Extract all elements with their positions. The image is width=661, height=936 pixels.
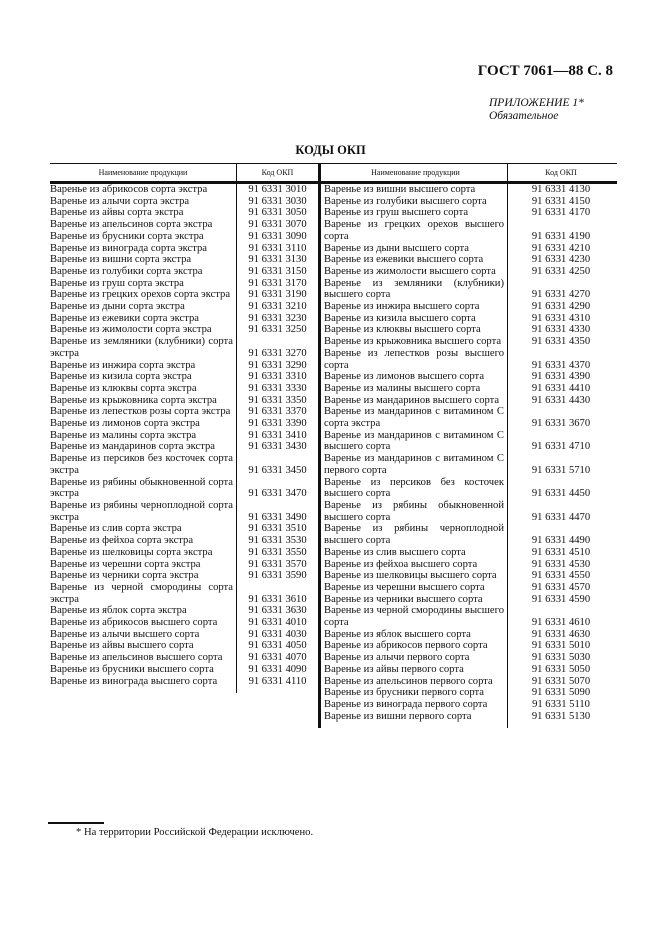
section-title: КОДЫ ОКП: [295, 143, 366, 157]
table-row: [50, 360, 318, 372]
okp-code: 91 6331 4390: [531, 371, 591, 383]
okp-code: 91 6331 3070: [248, 219, 307, 231]
table-row: [321, 523, 617, 546]
table-row: [321, 664, 617, 676]
product-name: Варенье из апельсинов высшего сорта: [50, 652, 237, 664]
okp-code: 91 6331 4070: [248, 652, 307, 664]
table-row: [50, 617, 318, 629]
product-name: Варенье из лепестков розы высшего сорта: [321, 348, 508, 371]
table-row: [321, 207, 617, 219]
product-name: Варенье из дыни сорта экстра: [50, 301, 237, 313]
table-row: [50, 196, 318, 208]
okp-code: 91 6331 5130: [531, 710, 591, 722]
okp-table-left: [50, 163, 318, 693]
okp-code: 91 6331 3270: [248, 347, 307, 359]
product-name: Варенье из голубики высшего сорта: [321, 196, 508, 208]
table-row: [50, 219, 318, 231]
product-name: Варенье из малины высшего сорта: [321, 383, 508, 395]
okp-code: 91 6331 5710: [531, 464, 591, 476]
okp-code: 91 6331 3130: [248, 254, 307, 266]
table-row: [321, 324, 617, 336]
appendix-label: [489, 97, 584, 123]
okp-code: 91 6331 4010: [248, 617, 307, 629]
okp-code: 91 6331 5070: [531, 675, 591, 687]
product-name: Варенье из клюквы высшего сорта: [321, 324, 508, 336]
product-name: Варенье из черной смородины высшего сорта: [321, 605, 508, 628]
table-row: [50, 324, 318, 336]
table-row: [50, 523, 318, 535]
product-name: Варенье из кизила сорта экстра: [50, 371, 237, 383]
product-name: Варенье из ежевики сорта экстра: [50, 313, 237, 325]
product-name: Варенье из клюквы сорта экстра: [50, 383, 237, 395]
table-row: [50, 559, 318, 571]
okp-code: 91 6331 3410: [248, 429, 307, 441]
okp-code: 91 6331 4370: [531, 359, 591, 371]
table-row: [50, 477, 318, 500]
product-name: Варенье из голубики сорта экстра: [50, 266, 237, 278]
table-row: [321, 547, 617, 559]
table-row: [321, 219, 617, 242]
okp-code: 91 6331 3550: [248, 546, 307, 558]
product-name: Варенье из рябины черноплодной сорта экстра: [50, 500, 237, 523]
okp-code: 91 6331 3350: [248, 394, 307, 406]
table-row: [50, 289, 318, 301]
okp-code: 91 6331 4610: [531, 617, 591, 629]
table-row: [321, 652, 617, 664]
product-name: Варенье из жимолости сорта экстра: [50, 324, 237, 336]
okp-code: 91 6331 3570: [248, 558, 307, 570]
product-name: Варенье из айвы высшего сорта: [50, 640, 237, 652]
okp-code: 91 6331 3090: [248, 230, 307, 242]
table-row: [321, 383, 617, 395]
table-row: [50, 243, 318, 255]
product-name: Варенье из лепестков розы сорта экстра: [50, 406, 237, 418]
product-name: Варенье из инжира высшего сорта: [321, 301, 508, 313]
product-name: Варенье из апельсинов первого сорта: [321, 676, 508, 688]
table-row: [50, 406, 318, 418]
table-row: [321, 301, 617, 313]
product-name: Варенье из крыжовника высшего сорта: [321, 336, 508, 348]
table-row: [321, 500, 617, 523]
okp-code: 91 6331 4050: [248, 640, 307, 652]
product-name: Варенье из апельсинов сорта экстра: [50, 219, 237, 231]
product-name: Варенье из вишни первого сорта: [321, 711, 508, 723]
okp-code: 91 6331 4030: [248, 628, 307, 640]
table-row: [321, 395, 617, 407]
okp-table-right: [318, 163, 617, 728]
okp-code: 91 6331 4270: [531, 289, 591, 301]
table-row: [50, 629, 318, 641]
table-row: [50, 207, 318, 219]
product-name: Варенье из яблок высшего сорта: [321, 629, 508, 641]
okp-code: 91 6331 3030: [248, 195, 307, 207]
product-name: Варенье из брусники сорта экстра: [50, 231, 237, 243]
product-name: Варенье из черники сорта экстра: [50, 570, 237, 582]
okp-code: 91 6331 4330: [531, 324, 591, 336]
product-name: Варенье из рябины черноплодной высшего сорта: [321, 523, 508, 546]
table-row: [50, 184, 318, 196]
okp-code: 91 6331 3370: [248, 406, 307, 418]
product-name: Варенье из шелковицы высшего сорта: [321, 570, 508, 582]
okp-code: 91 6331 4290: [531, 301, 591, 313]
okp-code: 91 6331 4450: [531, 488, 591, 500]
table-row: [50, 676, 318, 688]
okp-code: 91 6331 4250: [531, 265, 591, 277]
okp-code: 91 6331 5030: [531, 652, 591, 664]
product-name: Варенье из мандаринов с витамином С сорта экстра: [321, 406, 508, 429]
appendix-status: Обязательное: [489, 110, 559, 122]
product-name: Варенье из инжира сорта экстра: [50, 360, 237, 372]
product-name: Варенье из слив высшего сорта: [321, 547, 508, 559]
product-name: Варенье из черешни сорта экстра: [50, 559, 237, 571]
okp-code: 91 6331 4430: [531, 394, 591, 406]
product-name: Варенье из абрикосов высшего сорта: [50, 617, 237, 629]
table-row: [321, 336, 617, 348]
table-body: [50, 184, 318, 693]
okp-code: 91 6331 5110: [532, 698, 590, 710]
table-header: [50, 164, 318, 184]
product-name: Варенье из фейхоа сорта экстра: [50, 535, 237, 547]
table-row: [50, 500, 318, 523]
table-row: [321, 570, 617, 582]
product-name: Варенье из мандаринов высшего сорта: [321, 395, 508, 407]
okp-code: 91 6331 5010: [531, 640, 591, 652]
table-row: [50, 418, 318, 430]
okp-code: 91 6331 4350: [531, 336, 591, 348]
okp-code: 91 6331 3190: [248, 289, 307, 301]
table-row: [50, 278, 318, 290]
product-name: Варенье из шелковицы сорта экстра: [50, 547, 237, 559]
okp-code: 91 6331 4710: [531, 441, 591, 453]
table-row: [50, 547, 318, 559]
table-row: [321, 254, 617, 266]
product-name: Варенье из малины сорта экстра: [50, 430, 237, 442]
product-name: Варенье из вишни сорта экстра: [50, 254, 237, 266]
table-row: [321, 371, 617, 383]
product-name: Варенье из мандаринов сорта экстра: [50, 441, 237, 453]
product-name: Варенье из мандаринов с витамином С высшего сорта: [321, 430, 508, 453]
table-row: [321, 605, 617, 628]
table-row: [50, 535, 318, 547]
okp-code: 91 6331 4110: [248, 675, 307, 687]
table-row: [50, 395, 318, 407]
okp-code: 91 6331 4510: [531, 546, 591, 558]
table-body: [321, 184, 617, 728]
product-name: Варенье из жимолости высшего сорта: [321, 266, 508, 278]
okp-code: 91 6331 3510: [248, 523, 307, 535]
okp-code: 91 6331 5090: [531, 687, 591, 699]
table-row: [50, 441, 318, 453]
product-name: Варенье из айвы сорта экстра: [50, 207, 237, 219]
product-name: Варенье из винограда сорта экстра: [50, 243, 237, 255]
table-row: [50, 640, 318, 652]
okp-code: 91 6331 3530: [248, 535, 307, 547]
okp-code: 91 6331 4170: [531, 207, 591, 219]
okp-code: 91 6331 3310: [248, 371, 307, 383]
product-name: Варенье из абрикосов сорта экстра: [50, 184, 237, 196]
column-header-code: Код ОКП: [545, 168, 577, 177]
product-name: Варенье из алычи первого сорта: [321, 652, 508, 664]
product-name: Варенье из фейхоа высшего сорта: [321, 559, 508, 571]
table-row: [321, 184, 617, 196]
product-name: Варенье из дыни высшего сорта: [321, 243, 508, 255]
okp-code: 91 6331 4090: [248, 663, 307, 675]
product-name: Варенье из абрикосов первого сорта: [321, 640, 508, 652]
table-row: [321, 430, 617, 453]
okp-code: 91 6331 3430: [248, 441, 307, 453]
okp-code: 91 6331 3170: [248, 277, 307, 289]
okp-code: 91 6331 4630: [531, 628, 591, 640]
okp-code: 91 6331 3290: [248, 359, 307, 371]
product-name: Варенье из черешни высшего сорта: [321, 582, 508, 594]
table-row: [321, 629, 617, 641]
okp-code: 91 6331 4410: [531, 382, 591, 394]
table-row: [50, 371, 318, 383]
product-name: Варенье из алычи сорта экстра: [50, 196, 237, 208]
table-bottom-spacer: [50, 687, 318, 693]
okp-code: 91 6331 4130: [531, 184, 591, 195]
okp-code: 91 6331 4210: [531, 242, 591, 254]
table-row: [50, 430, 318, 442]
okp-code: 91 6331 4530: [531, 558, 591, 570]
product-name: Варенье из земляники (клубники) высшего сорта: [321, 278, 508, 301]
table-row: [321, 196, 617, 208]
okp-code: 91 6331 4230: [531, 254, 591, 266]
table-row: [50, 652, 318, 664]
table-row: [321, 348, 617, 371]
table-row: [321, 711, 617, 723]
okp-code: 91 6331 3490: [248, 511, 307, 523]
table-row: [321, 699, 617, 711]
okp-code: 91 6331 3150: [248, 265, 307, 277]
table-row: [50, 301, 318, 313]
okp-code: 91 6331 4150: [531, 195, 591, 207]
okp-code: 91 6331 4590: [531, 593, 591, 605]
okp-code: 91 6331 5050: [531, 663, 591, 675]
product-name: Варенье из персиков без косточек высшего сорта: [321, 477, 508, 500]
table-row: [50, 231, 318, 243]
table-row: [50, 664, 318, 676]
product-name: Варенье из брусники высшего сорта: [50, 664, 237, 676]
product-name: Варенье из брусники первого сорта: [321, 687, 508, 699]
product-name: Варенье из грецких орехов сорта экстра: [50, 289, 237, 301]
okp-code: 91 6331 3050: [248, 207, 307, 219]
column-header-code: Код ОКП: [261, 168, 294, 177]
document-header: ГОСТ 7061—88 С. 8: [477, 63, 613, 79]
product-name: Варенье из крыжовника сорта экстра: [50, 395, 237, 407]
table-row: [321, 676, 617, 688]
product-name: Варенье из черной смородины сорта экстра: [50, 582, 237, 605]
table-row: [50, 336, 318, 359]
okp-code: 91 6331 4310: [531, 312, 591, 324]
table-row: [321, 640, 617, 652]
table-header: [321, 164, 617, 184]
product-name: Варенье из ежевики высшего сорта: [321, 254, 508, 266]
okp-code: 91 6331 3250: [248, 324, 307, 336]
product-name: Варенье из лимонов высшего сорта: [321, 371, 508, 383]
product-name: Варенье из кизила высшего сорта: [321, 313, 508, 325]
appendix-title: ПРИЛОЖЕНИЕ 1*: [489, 97, 584, 109]
product-name: Варенье из вишни высшего сорта: [321, 184, 508, 196]
okp-code: 91 6331 3390: [248, 418, 307, 430]
table-row: [50, 266, 318, 278]
okp-code: 91 6331 3330: [248, 382, 307, 394]
product-name: Варенье из винограда высшего сорта: [50, 676, 237, 688]
footnote: * На территории Российской Федерации исключено.: [76, 827, 314, 838]
column-header-name: Наименование продукции: [321, 164, 508, 181]
product-name: Варенье из грецких орехов высшего сорта: [321, 219, 508, 242]
table-bottom-spacer: [321, 722, 617, 728]
okp-code: 91 6331 3670: [531, 418, 591, 430]
column-header-name: Наименование продукции: [50, 164, 237, 181]
okp-code: 91 6331 4550: [531, 570, 591, 582]
product-name: Варенье из рябины обыкновенной сорта экстра: [50, 477, 237, 500]
table-row: [321, 243, 617, 255]
product-name: Варенье из яблок сорта экстра: [50, 605, 237, 617]
product-name: Варенье из мандаринов с витамином С первого сорта: [321, 453, 508, 476]
okp-code: 91 6331 3450: [248, 464, 307, 476]
table-row: [50, 313, 318, 325]
product-name: Варенье из слив сорта экстра: [50, 523, 237, 535]
table-row: [321, 453, 617, 476]
table-row: [321, 313, 617, 325]
table-row: [321, 559, 617, 571]
okp-code: 91 6331 3210: [248, 301, 307, 313]
product-name: Варенье из алычи высшего сорта: [50, 629, 237, 641]
okp-code: 91 6331 4490: [531, 535, 591, 547]
table-row: [321, 582, 617, 594]
product-name: Варенье из земляники (клубники) сорта экстра: [50, 336, 237, 359]
table-row: [50, 453, 318, 476]
okp-code: 91 6331 3630: [248, 605, 307, 617]
okp-code: 91 6331 3110: [248, 242, 307, 254]
table-row: [321, 266, 617, 278]
product-name: Варенье из черники высшего сорта: [321, 594, 508, 606]
product-name: Варенье из айвы первого сорта: [321, 664, 508, 676]
product-name: Варенье из персиков без косточек сорта экстра: [50, 453, 237, 476]
table-row: [321, 406, 617, 429]
table-row: [321, 687, 617, 699]
table-row: [50, 254, 318, 266]
table-row: [50, 383, 318, 395]
okp-code: 91 6331 3610: [248, 593, 307, 605]
table-row: [321, 594, 617, 606]
okp-code: 91 6331 4190: [531, 230, 591, 242]
table-row: [321, 278, 617, 301]
okp-code: 91 6331 3470: [248, 488, 307, 500]
okp-code: 91 6331 4570: [531, 581, 591, 593]
okp-code: 91 6331 3590: [248, 570, 307, 582]
okp-code: 91 6331 4470: [531, 511, 591, 523]
product-name: Варенье из груш сорта экстра: [50, 278, 237, 290]
table-row: [50, 582, 318, 605]
okp-code: 91 6331 3230: [248, 312, 307, 324]
product-name: Варенье из лимонов сорта экстра: [50, 418, 237, 430]
footnote-divider: [48, 822, 104, 824]
okp-code: 91 6331 3010: [248, 184, 307, 195]
table-row: [321, 477, 617, 500]
table-row: [50, 570, 318, 582]
product-name: Варенье из винограда первого сорта: [321, 699, 508, 711]
product-name: Варенье из груш высшего сорта: [321, 207, 508, 219]
table-row: [50, 605, 318, 617]
product-name: Варенье из рябины обыкновенной высшего сорта: [321, 500, 508, 523]
